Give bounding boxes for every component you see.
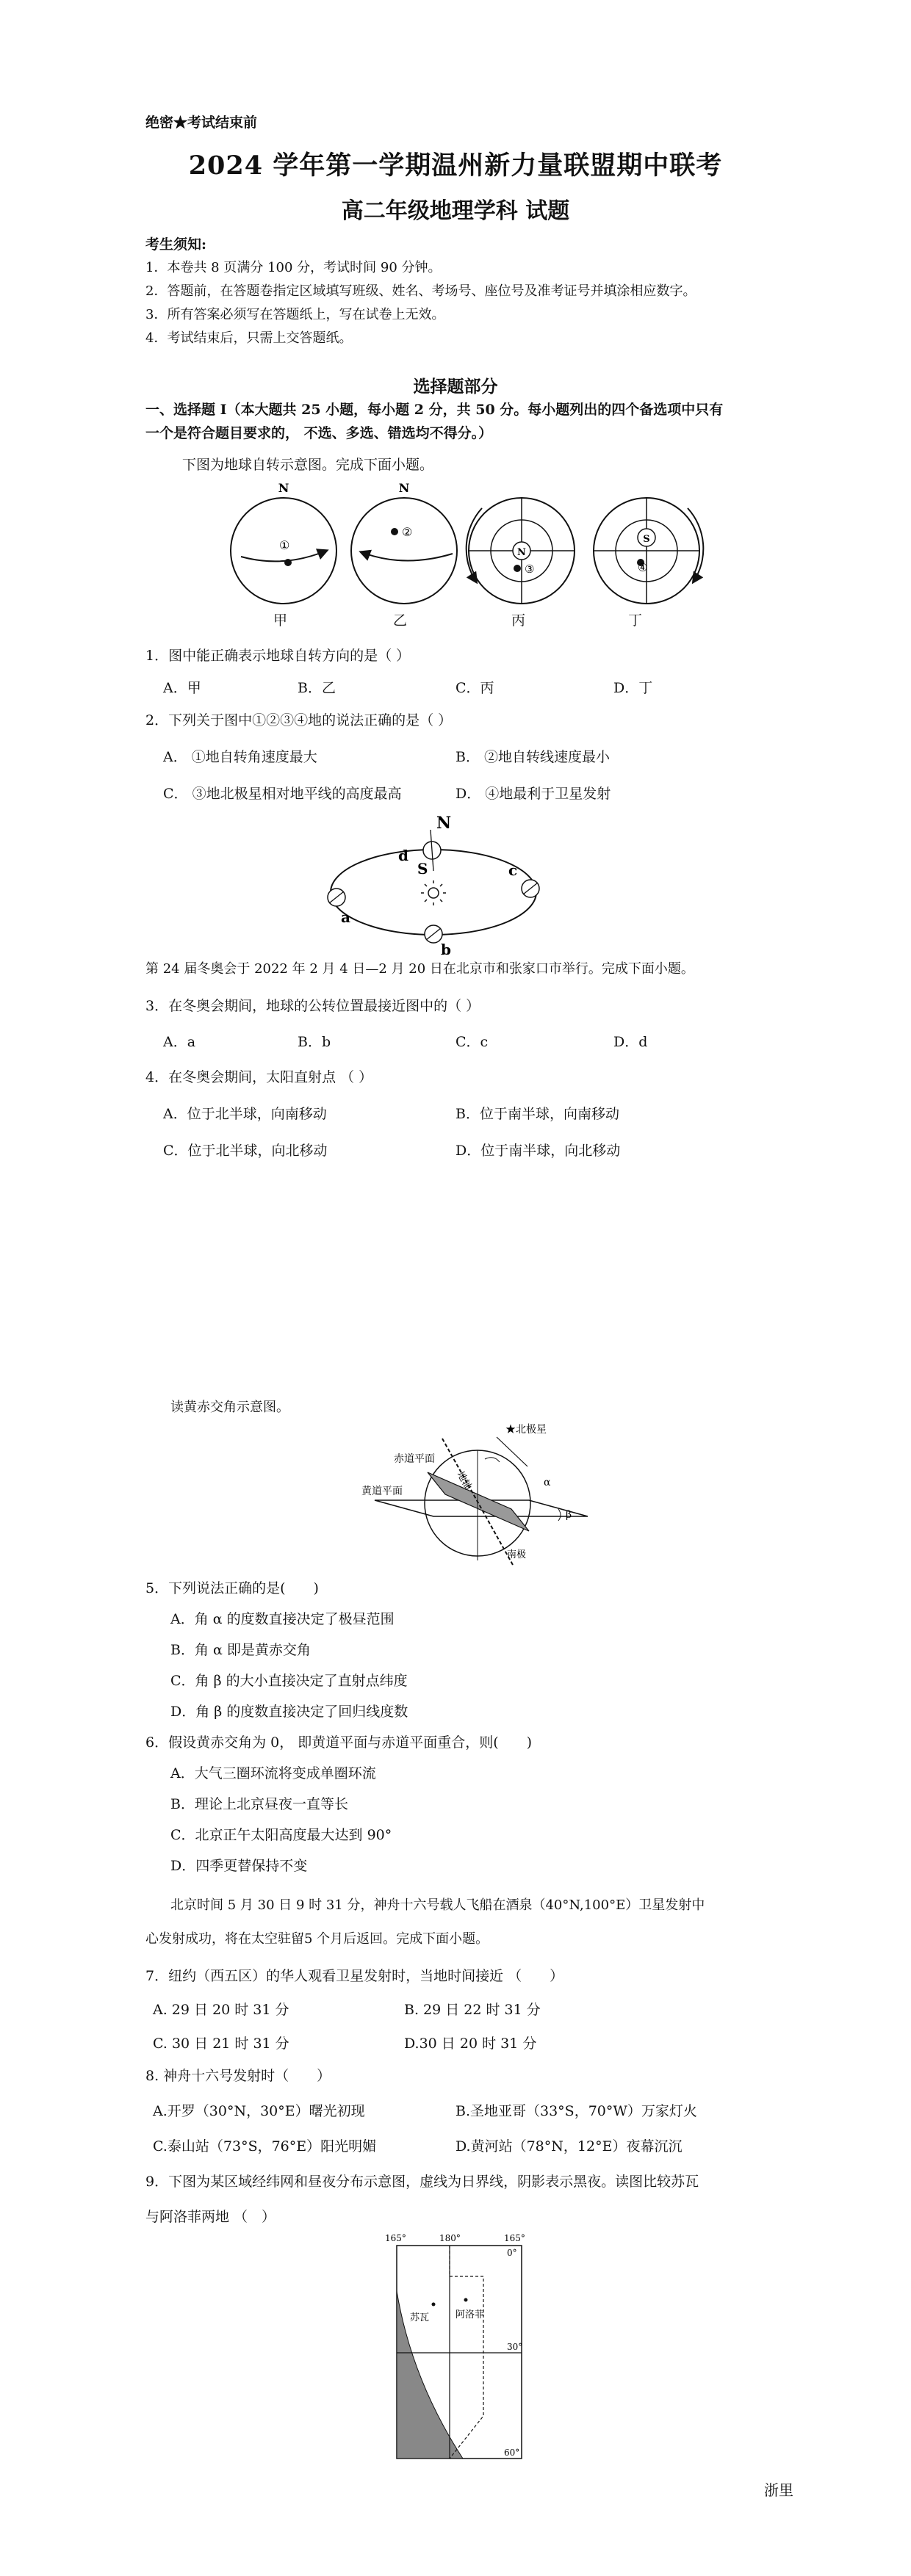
tick-30: 30° — [507, 2342, 523, 2352]
orbit-c: c — [508, 861, 518, 879]
tick-165w: 165° — [385, 2233, 406, 2243]
q1-option-b[interactable]: B．乙 — [298, 680, 336, 696]
place-alofi: 阿洛菲 — [455, 2309, 485, 2320]
tick-165e: 165° — [504, 2233, 525, 2243]
diagram-bing — [467, 498, 575, 604]
q8-stem: 8. 神舟十六号发射时（ ） — [145, 2068, 331, 2084]
rotation-arrow — [361, 552, 453, 561]
earth-circle — [351, 498, 457, 604]
q8-option-b[interactable]: B.圣地亚哥（33°S，70°W）万家灯火 — [455, 2103, 697, 2119]
q4-option-b[interactable]: B．位于南半球，向南移动 — [455, 1106, 619, 1122]
part1-line: 一个是符合题目要求的， 不选、多选、错选均不得分。） — [145, 425, 493, 441]
q4-stem: 4．在冬奥会期间，太阳直射点 （ ） — [145, 1069, 373, 1085]
north-label: N — [278, 481, 289, 495]
q3-option-d[interactable]: D．d — [613, 1034, 648, 1050]
q2-option-d[interactable]: D． ④地最利于卫星发射 — [455, 786, 611, 802]
intro-shenzhou-line2: 心发射成功，将在太空驻留5 个月后返回。完成下面小题。 — [145, 1931, 489, 1947]
part1-instructions — [145, 398, 777, 445]
q8-option-c[interactable]: C.泰山站（73°S，76°E）阳光明媚 — [153, 2138, 377, 2154]
orbit-ellipse — [331, 850, 536, 935]
q2-option-b[interactable]: B． ②地自转线速度最小 — [455, 749, 611, 765]
earth-axis-label: 地轴 — [454, 1469, 474, 1492]
notice-item: 1．本卷共 8 页满分 100 分，考试时间 90 分钟。 — [145, 260, 442, 275]
rotation-figure — [220, 479, 720, 637]
q2-option-a[interactable]: A． ①地自转角速度最大 — [163, 749, 317, 765]
point-dot — [284, 559, 292, 566]
part1-line: 一、选择题 Ⅰ（本大题共 25 小题，每小题 2 分，共 50 分。每小题列出的四个备选项中只有 — [145, 402, 724, 418]
q3-option-c[interactable]: C．c — [455, 1034, 489, 1050]
q3-option-a[interactable]: A．a — [163, 1034, 196, 1050]
q7-option-b[interactable]: B. 29 日 22 时 31 分 — [404, 2002, 541, 2018]
orbit-figure — [316, 808, 551, 955]
orbit-d: d — [398, 847, 408, 864]
q7-option-d[interactable]: D.30 日 20 时 31 分 — [404, 2036, 537, 2052]
mark-3: ③ — [525, 562, 535, 576]
orbit-n: N — [436, 814, 452, 833]
point-dot — [514, 565, 521, 572]
beta-label: β — [566, 1509, 572, 1521]
q6-option-b[interactable]: B．理论上北京昼夜一直等长 — [170, 1796, 348, 1812]
diagram-jia — [231, 481, 336, 604]
tick-60: 60° — [504, 2447, 520, 2458]
notice-item: 2．答题前，在答题卷指定区域填写班级、姓名、考场号、座位号及准考证号并填涂相应数字。 — [145, 283, 696, 299]
q8-option-a[interactable]: A.开罗（30°N，30°E）曙光初现 — [153, 2103, 365, 2119]
notice-item: 4．考试结束后，只需上交答题纸。 — [145, 330, 353, 346]
intro-rotation: 下图为地球自转示意图。完成下面小题。 — [182, 457, 434, 473]
notice-heading: 考生须知: — [145, 236, 207, 253]
q3-option-b[interactable]: B．b — [298, 1034, 331, 1050]
q6-option-c[interactable]: C．北京正午太阳高度最大达到 90° — [170, 1827, 392, 1843]
polaris-label: ★北极星 — [505, 1424, 547, 1436]
q7-option-a[interactable]: A. 29 日 20 时 31 分 — [153, 2002, 289, 2018]
place-suva: 苏瓦 — [410, 2312, 430, 2323]
daynight-figure — [382, 2232, 529, 2475]
pole-label: S — [643, 534, 650, 545]
q5-option-b[interactable]: B．角 α 即是黄赤交角 — [170, 1642, 311, 1658]
label-jia: 甲 — [273, 612, 288, 629]
orbit-b: b — [441, 941, 451, 955]
q4-option-d[interactable]: D．位于南半球，向北移动 — [455, 1143, 621, 1159]
alofi-dot — [464, 2298, 468, 2302]
rotation-arrow — [241, 551, 326, 561]
q1-option-c[interactable]: C．丙 — [455, 680, 494, 696]
diagram-ding — [594, 498, 703, 604]
orbit-s: S — [417, 860, 428, 878]
night-shade — [397, 2291, 463, 2459]
q1-option-a[interactable]: A．甲 — [163, 680, 201, 696]
q9-stem-line2: 与阿洛菲两地 （ ） — [145, 2209, 276, 2225]
point-dot — [391, 528, 398, 535]
date-line — [450, 2246, 483, 2459]
equator-plane-label: 赤道平面 — [394, 1453, 435, 1465]
orbit-a: a — [341, 908, 350, 926]
sun-icon — [421, 880, 446, 905]
north-label: N — [398, 481, 410, 495]
q5-option-c[interactable]: C．角 β 的大小直接决定了直射点纬度 — [170, 1673, 408, 1689]
intro-shenzhou-line1: 北京时间 5 月 30 日 9 时 31 分，神舟十六号载人飞船在酒泉（40°N,100°E）卫星发射中 — [170, 1897, 705, 1913]
tick-0: 0° — [507, 2248, 517, 2258]
q6-stem: 6．假设黄赤交角为 0， 即黄道平面与赤道平面重合，则( ) — [145, 1734, 533, 1751]
ecliptic-plane-label: 黄道平面 — [361, 1486, 403, 1497]
q7-stem: 7．纽约（西五区）的华人观看卫星发射时，当地时间接近 （ ） — [145, 1968, 564, 1984]
mark-4: ④ — [638, 561, 648, 574]
section-title: 选择题部分 — [413, 377, 498, 397]
q4-option-a[interactable]: A．位于北半球，向南移动 — [163, 1106, 327, 1122]
notice-item: 3．所有答案必须写在答题纸上，写在试卷上无效。 — [145, 307, 445, 322]
diagram-yi — [351, 481, 457, 604]
q2-stem: 2．下列关于图中①②③④地的说法正确的是（ ） — [145, 712, 453, 728]
q6-option-d[interactable]: D．四季更替保持不变 — [170, 1858, 308, 1874]
q4-option-c[interactable]: C．位于北半球，向北移动 — [163, 1143, 328, 1159]
suva-dot — [432, 2303, 436, 2307]
intro-obliquity: 读黄赤交角示意图。 — [170, 1400, 289, 1415]
q5-option-a[interactable]: A．角 α 的度数直接决定了极昼范围 — [170, 1611, 395, 1627]
q1-stem: 1．图中能正确表示地球自转方向的是（ ） — [145, 648, 411, 664]
q1-option-d[interactable]: D．丁 — [613, 680, 653, 696]
q3-stem: 3．在冬奥会期间，地球的公转位置最接近图中的（ ） — [145, 998, 480, 1014]
q2-option-c[interactable]: C． ③地北极星相对地平线的高度最高 — [163, 786, 402, 802]
label-bing: 丙 — [511, 612, 526, 629]
footer-mark: 浙里 — [764, 2481, 793, 2499]
q7-option-c[interactable]: C. 30 日 21 时 31 分 — [153, 2036, 289, 2052]
obliquity-figure — [360, 1421, 602, 1568]
pole-label: N — [517, 547, 526, 558]
mark-1: ① — [279, 538, 290, 552]
q6-option-a[interactable]: A．大气三圈环流将变成单圈环流 — [170, 1765, 376, 1781]
tick-180: 180° — [439, 2233, 461, 2243]
q9-stem-line1: 9．下图为某区域经纬网和昼夜分布示意图，虚线为日界线，阴影表示黑夜。读图比较苏瓦 — [145, 2174, 699, 2190]
exam-subtitle: 高二年级地理学科 试题 — [341, 198, 570, 224]
alpha-label: α — [544, 1477, 551, 1488]
south-pole-label: 南极 — [507, 1549, 527, 1560]
q5-option-d[interactable]: D．角 β 的度数直接决定了回归线度数 — [170, 1704, 408, 1720]
mark-2: ② — [402, 525, 413, 539]
label-ding: 丁 — [628, 612, 643, 629]
label-yi: 乙 — [393, 612, 408, 629]
q5-stem: 5．下列说法正确的是( ) — [145, 1580, 319, 1596]
exam-title: 2024 学年第一学期温州新力量联盟期中联考 — [188, 151, 723, 181]
q8-option-d[interactable]: D.黄河站（78°N，12°E）夜幕沉沉 — [455, 2138, 683, 2154]
intro-olympics: 第 24 届冬奥会于 2022 年 2 月 4 日—2 月 20 日在北京市和张家口市举行。完成下面小题。 — [145, 961, 694, 977]
confidential-mark: 绝密★考试结束前 — [145, 115, 258, 131]
